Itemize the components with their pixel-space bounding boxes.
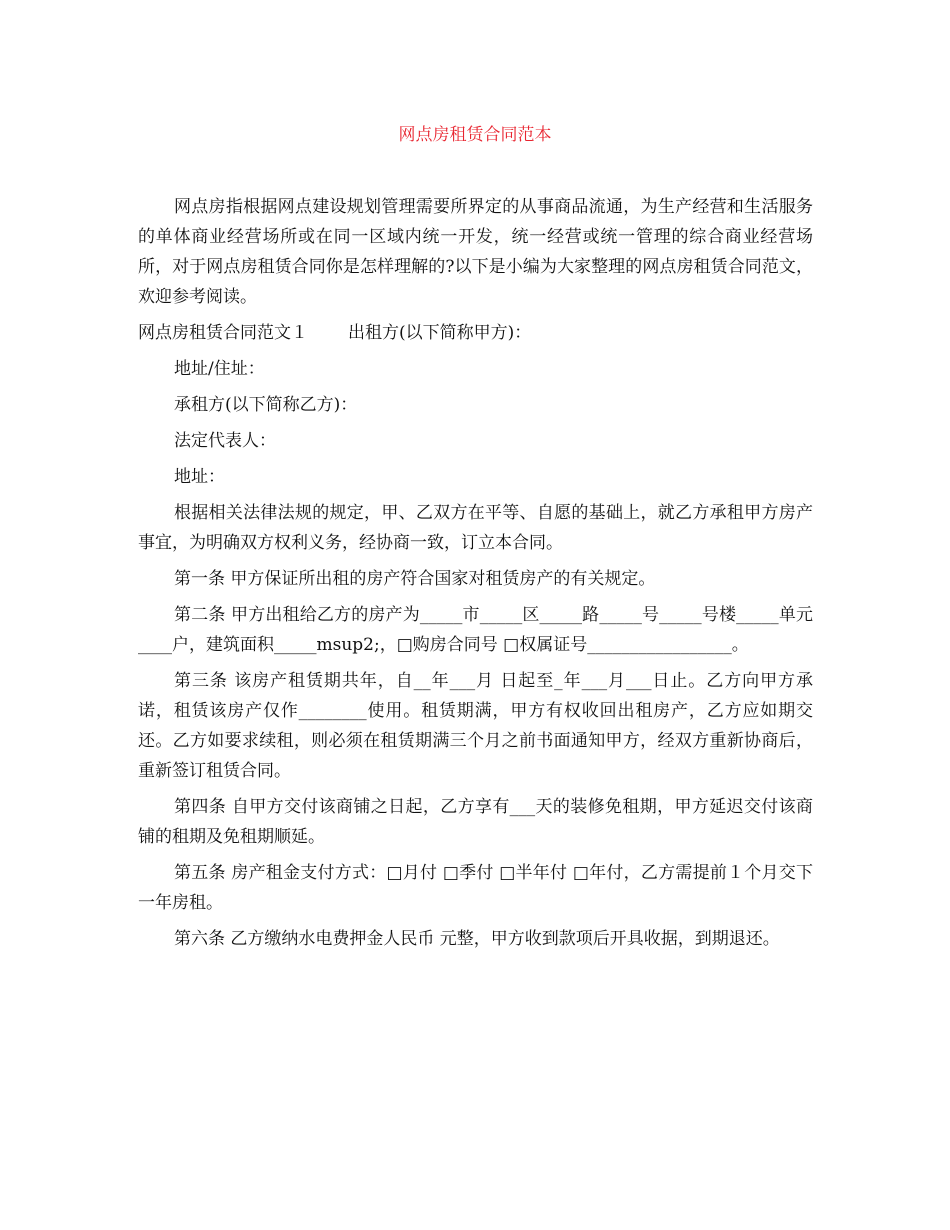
article-2: 第二条 甲方出租给乙方的房产为_____市_____区_____路_____号_____号楼_____单元____户，建筑面积_____msup2;，□购房合同号 □权属证号_________________。	[138, 605, 813, 655]
article-4: 第四条 自甲方交付该商铺之日起，乙方享有___天的装修免租期，甲方延迟交付该商铺的租期及免租期顺延。	[138, 797, 813, 847]
lessee-address-label: 地址：	[174, 467, 225, 487]
lessee-label: 承租方(以下简称乙方)：	[174, 395, 358, 415]
section-heading-line	[138, 318, 813, 348]
preamble-paragraph: 根据相关法律法规的规定，甲、乙双方在平等、自愿的基础上，就乙方承租甲方房产事宜，为明确双方权利义务，经协商一致，订立本合同。	[138, 503, 813, 553]
section-heading: 网点房租赁合同范文１	[138, 323, 308, 343]
article-6: 第六条 乙方缴纳水电费押金人民币 元整，甲方收到款项后开具收据，到期退还。	[174, 929, 780, 949]
lessor-address-label: 地址/住址：	[174, 359, 265, 379]
document-body	[138, 192, 813, 960]
intro-paragraph: 网点房指根据网点建设规划管理需要所界定的从事商品流通，为生产经营和生活服务的单体商业经营场所或在同一区域内统一开发，统一经营或统一管理的综合商业经营场所，对于网点房租赁合同你是怎样理解的?以下是小编为大家整理的网点房租赁合同范文，欢迎参考阅读。	[138, 197, 813, 307]
article-3: 第三条 该房产租赁期共年，自__年___月 日起至_年___月___日止。乙方向甲方承诺，租赁该房产仅作________使用。租赁期满，甲方有权收回出租房产，乙方应如期交还。乙方如要求续租，则必须在租赁期满三个月之前书面通知甲方，经双方重新协商后，重新签订租赁合同。	[138, 671, 813, 781]
article-1: 第一条 甲方保证所出租的房产符合国家对租赁房产的有关规定。	[174, 569, 656, 589]
legal-representative-label: 法定代表人：	[174, 431, 276, 451]
article-5: 第五条 房产租金支付方式：□月付 □季付 □半年付 □年付，乙方需提前１个月交下一年房租。	[138, 863, 813, 913]
lessor-label: 出租方(以下简称甲方)：	[348, 323, 532, 343]
document-title: 网点房租赁合同范本	[398, 125, 552, 145]
